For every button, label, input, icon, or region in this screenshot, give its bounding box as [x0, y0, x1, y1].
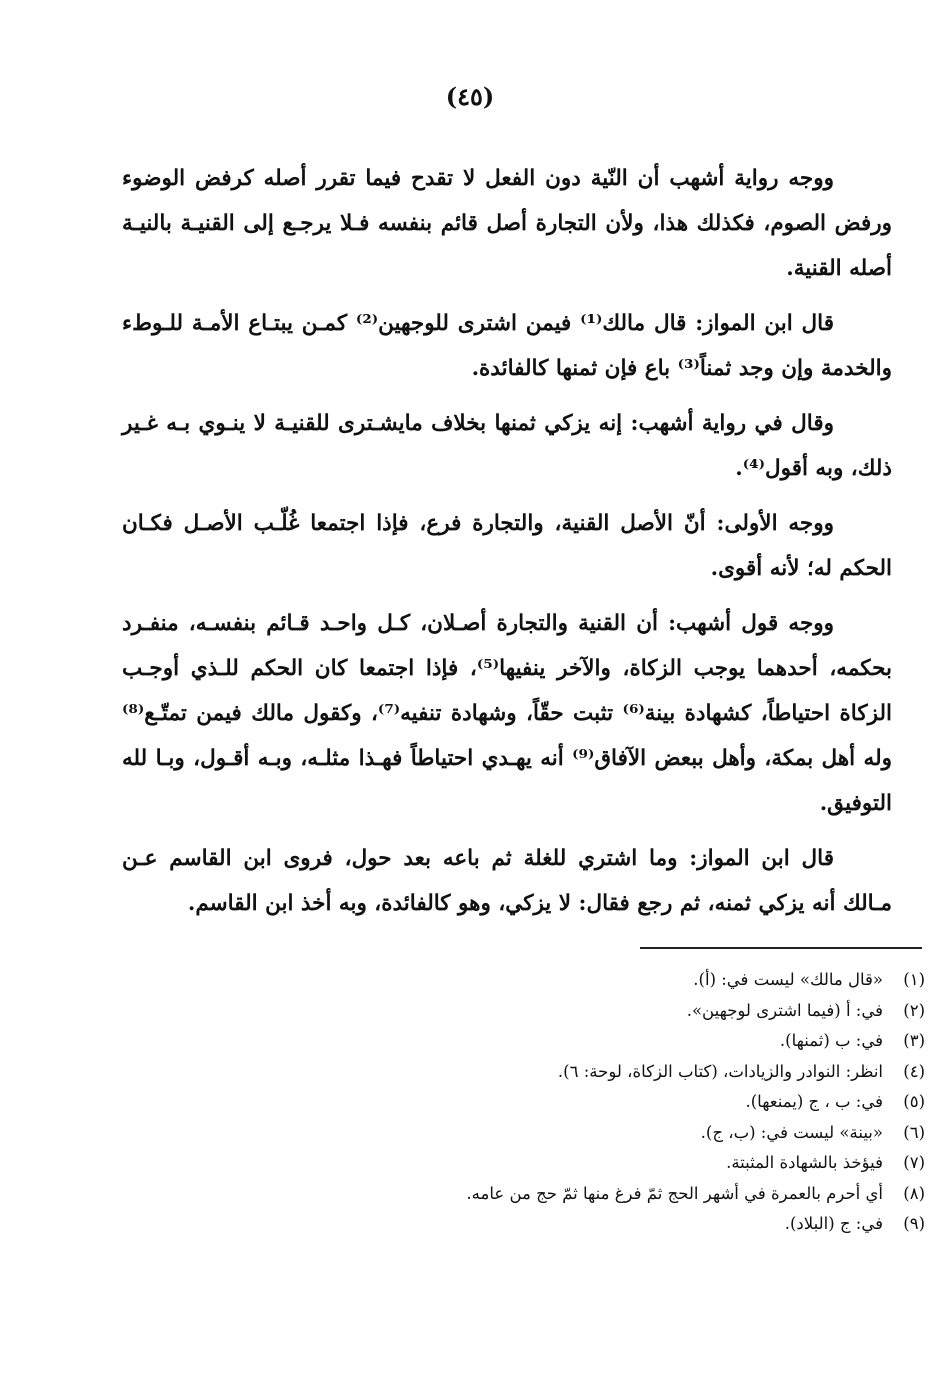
footnote-text: «قال مالك» ليست في: (أ).: [693, 970, 883, 989]
footnote-text: «بينة» ليست في: (ب، ج).: [700, 1122, 883, 1142]
footnote-item: [285, 996, 925, 1027]
footnote-item: [285, 965, 925, 996]
footnote-text: أي أحرم بالعمرة في أشهر الحج ثمّ فرغ منها ثمّ حج من عامه.: [466, 1183, 883, 1203]
footnote-number: (١): [903, 970, 925, 989]
footnote-text: في: ج (البلاد).: [784, 1214, 883, 1233]
footnote-number: (٤): [903, 1061, 925, 1081]
footnote-text: في: ب (ثمنها).: [779, 1031, 883, 1050]
footnote-number: (٨): [903, 1183, 925, 1203]
footnote-number: (٧): [903, 1153, 925, 1172]
footnote-text: انظر: النوادر والزيادات، (كتاب الزكاة، لوحة: ٦).: [557, 1061, 883, 1081]
footnote-item: [285, 1087, 925, 1118]
paragraph: قال ابن المواز: قال مالك⁽¹⁾ فيمن اشترى للوجهين⁽²⁾ كمـن يبتـاع الأمـة للـوطء والخدمة وإن وجد ثمناً⁽³⁾ باع فإن ثمنها كالفائدة.: [122, 311, 892, 381]
footnote-number: (٥): [903, 1092, 925, 1111]
footnote-separator: [640, 947, 922, 949]
footnote-number: (٦): [903, 1122, 925, 1142]
footnote-text: في: أ (فيما اشترى لوجهين».: [686, 1000, 883, 1020]
footnote-number: (٢): [903, 1000, 925, 1020]
footnote-text: فيؤخذ بالشهادة المثبتة.: [726, 1153, 883, 1172]
footnote-item: [285, 1209, 925, 1240]
paragraph: ووجه قول أشهب: أن القنية والتجارة أصـلان، كـل واحـد قـائم بنفسـه، منفـرد بحكمه، أحدهما يوجب الزكاة، والآخر ينفيها⁽⁵⁾، فإذا اجتمعا كان الحكم للـذي أوجـب الزكاة احتياطاً، كشهادة بينة⁽⁶⁾ تثبت حقّاً، وشهادة تنفيه⁽⁷⁾، وكقول مالك فيمن تمتّـع⁽⁸⁾ وله أهل بمكة، وأهل ببعض الآفاق⁽⁹⁾ أنه يهـدي احتياطاً فهـذا مثلـه، وبـه أقـول، وبـا لله التوفيق.: [122, 611, 892, 816]
footnote-item: [285, 1148, 925, 1179]
paragraph: ووجه الأولى: أنّ الأصل القنية، والتجارة فرع، فإذا اجتمعا غُلّـب الأصـل فكـان الحكم له؛ لأنه أقوى.: [122, 511, 892, 581]
footnote-text: في: ب ، ج (يمنعها).: [745, 1092, 883, 1111]
main-text: [122, 156, 892, 936]
footnote-number: (٣): [903, 1031, 925, 1050]
paragraph: وقال في رواية أشهب: إنه يزكي ثمنها بخلاف مايشـترى للقنيـة لا ينـوي بـه غـير ذلك، وبه أقول⁽⁴⁾.: [122, 411, 892, 481]
paragraph: قال ابن المواز: وما اشتري للغلة ثم باعه بعد حول، فروى ابن القاسم عـن مـالك أنه يزكي ثمنه، ثم رجع فقال: لا يزكي، وهو كالفائدة، وبه أخذ ابن القاسم.: [122, 846, 892, 916]
footnote-number: (٩): [903, 1214, 925, 1233]
footnote-item: [285, 1057, 925, 1088]
footnote-item: [285, 1026, 925, 1057]
footnote-item: [285, 1179, 925, 1210]
page-number: (٤٥): [445, 82, 495, 111]
footnotes-list: [285, 965, 925, 1240]
paragraph: ووجه رواية أشهب أن النّية دون الفعل لا تقدح فيما تقرر أصله كرفض الوضوء ورفض الصوم، فكذلك هذا، ولأن التجارة أصل قائم بنفسه فـلا يرجـع إلى القنيـة بالنيـة أصله القنية.: [122, 166, 892, 281]
footnote-item: [285, 1118, 925, 1149]
